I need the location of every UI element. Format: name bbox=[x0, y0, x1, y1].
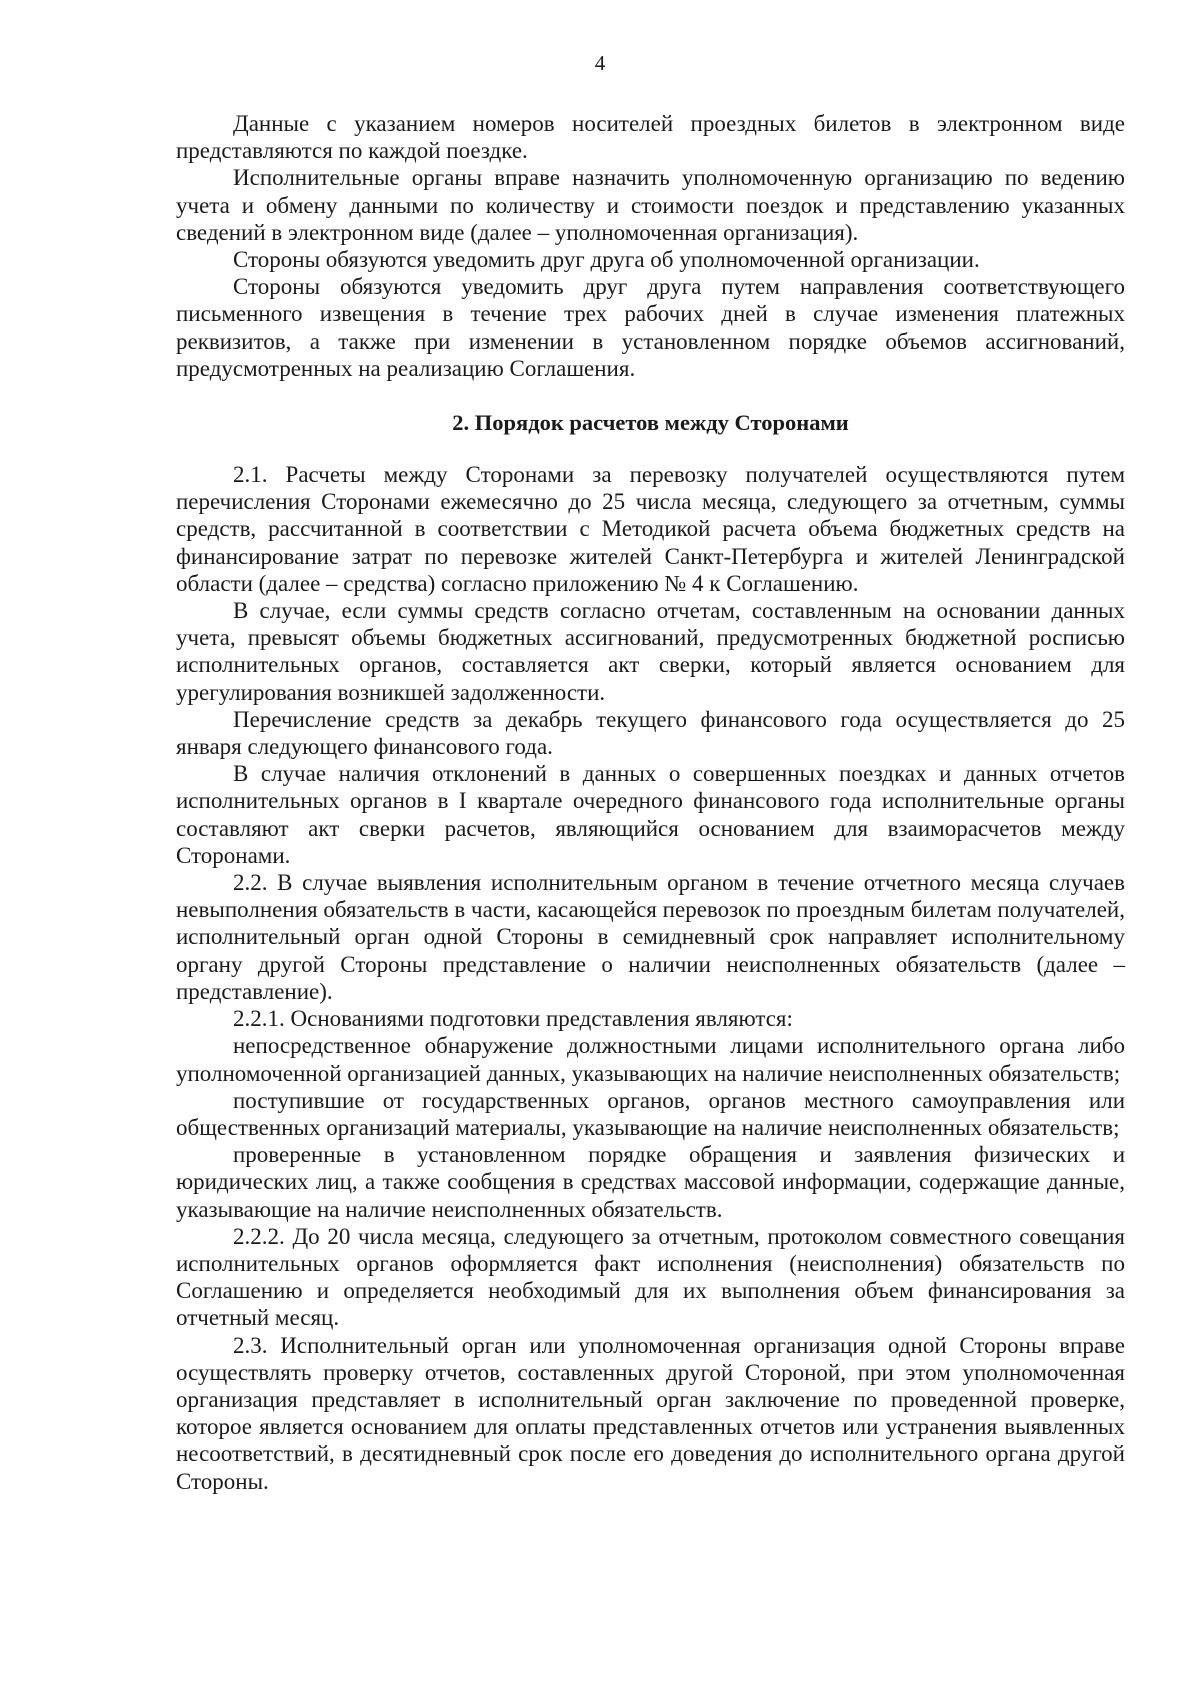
paragraph-2-1: 2.1. Расчеты между Сторонами за перевозку получателей осуществляются путем перечисления Сторонами ежемесячно до 25 числа месяца, следующего за отчетным, суммы средств, рассчитанной в соответствии с Методикой расчета объема бюджетных средств на финансирование затрат по перевозке жителей Санкт-Петербурга и жителей Ленинградской области (далее – средства) согласно приложению № 4 к Соглашению. bbox=[176, 462, 1125, 596]
paragraph-notify-organization: Стороны обязуются уведомить друг друга об уполномоченной организации. bbox=[233, 247, 980, 273]
paragraph-ground-materials: поступившие от государственных органов, органов местного самоуправления или общественных организаций материалы, указывающие на наличие неисполненных обязательств; bbox=[176, 1087, 1125, 1140]
document-body bbox=[176, 110, 1125, 1495]
paragraph-tickets-data: Данные с указанием номеров носителей проездных билетов в электронном виде представляются по каждой поездке. bbox=[176, 111, 1125, 164]
paragraph-2-2-1: 2.2.1. Основаниями подготовки представления являются: bbox=[233, 1006, 793, 1032]
paragraph-authorized-organization: Исполнительные органы вправе назначить уполномоченную организацию по ведению учета и обмену данными по количеству и стоимости поездок и представлению указанных сведений в электронном виде (далее – уполномоченная организация). bbox=[176, 165, 1125, 245]
paragraph-december-transfer: Перечисление средств за декабрь текущего финансового года осуществляется до 25 января следующего финансового года. bbox=[176, 706, 1125, 760]
spacer bbox=[176, 436, 1125, 461]
paragraph-ground-direct-detection: непосредственное обнаружение должностными лицами исполнительного органа либо уполномоченной организацией данных, указывающих на наличие неисполненных обязательств; bbox=[176, 1033, 1125, 1086]
section-heading: 2. Порядок расчетов между Сторонами bbox=[452, 410, 849, 436]
paragraph-deviations: В случае наличия отклонений в данных о совершенных поездках и данных отчетов исполнительных органов в I квартале очередного финансового года исполнительные органы составляют акт сверки расчетов, являющийся основанием для взаиморасчетов между Сторонами. bbox=[176, 761, 1125, 868]
paragraph-2-3: 2.3. Исполнительный орган или уполномоченная организация одной Стороны вправе осуществлять проверку отчетов, составленных другой Стороной, при этом уполномоченная организация представляет в исполнительный орган заключение по проведенной проверке, которое является основанием для оплаты представленных отчетов или устранения выявленных несоответствий, в десятидневный срок после его доведения до исполнительного органа другой Стороны. bbox=[176, 1332, 1125, 1494]
page-number: 4 bbox=[594, 51, 606, 75]
paragraph-reconciliation-act: В случае, если суммы средств согласно отчетам, составленным на основании данных учета, превысят объемы бюджетных ассигнований, предусмотренных бюджетной росписью исполнительных органов, составляется акт сверки, который является основанием для урегулирования возникшей задолженности. bbox=[176, 598, 1125, 705]
paragraph-2-2-2: 2.2.2. До 20 числа месяца, следующего за отчетным, протоколом совместного совещания исполнительных органов оформляется факт исполнения (неисполнения) обязательств по Соглашению и определяется необходимый для их выполнения объем финансирования за отчетный месяц. bbox=[176, 1223, 1125, 1331]
paragraph-ground-appeals: проверенные в установленном порядке обращения и заявления физических и юридических лиц, а также сообщения в средствах массовой информации, содержащие данные, указывающие на наличие неисполненных обязательств. bbox=[176, 1142, 1125, 1222]
paragraph-notify-requisites: Стороны обязуются уведомить друг друга путем направления соответствующего письменного извещения в течение трех рабочих дней в случае изменения платежных реквизитов, а также при изменении в установленном порядке объемов ассигнований, предусмотренных на реализацию Соглашения. bbox=[176, 274, 1125, 381]
paragraph-2-2: 2.2. В случае выявления исполнительным органом в течение отчетного месяца случаев невыполнения обязательств в части, касающейся перевозок по проездным билетам получателей, исполнительный орган одной Стороны в семидневный срок направляет исполнительному органу другой Стороны представление о наличии неисполненных обязательств (далее – представление). bbox=[176, 870, 1125, 1004]
spacer bbox=[176, 382, 1125, 409]
